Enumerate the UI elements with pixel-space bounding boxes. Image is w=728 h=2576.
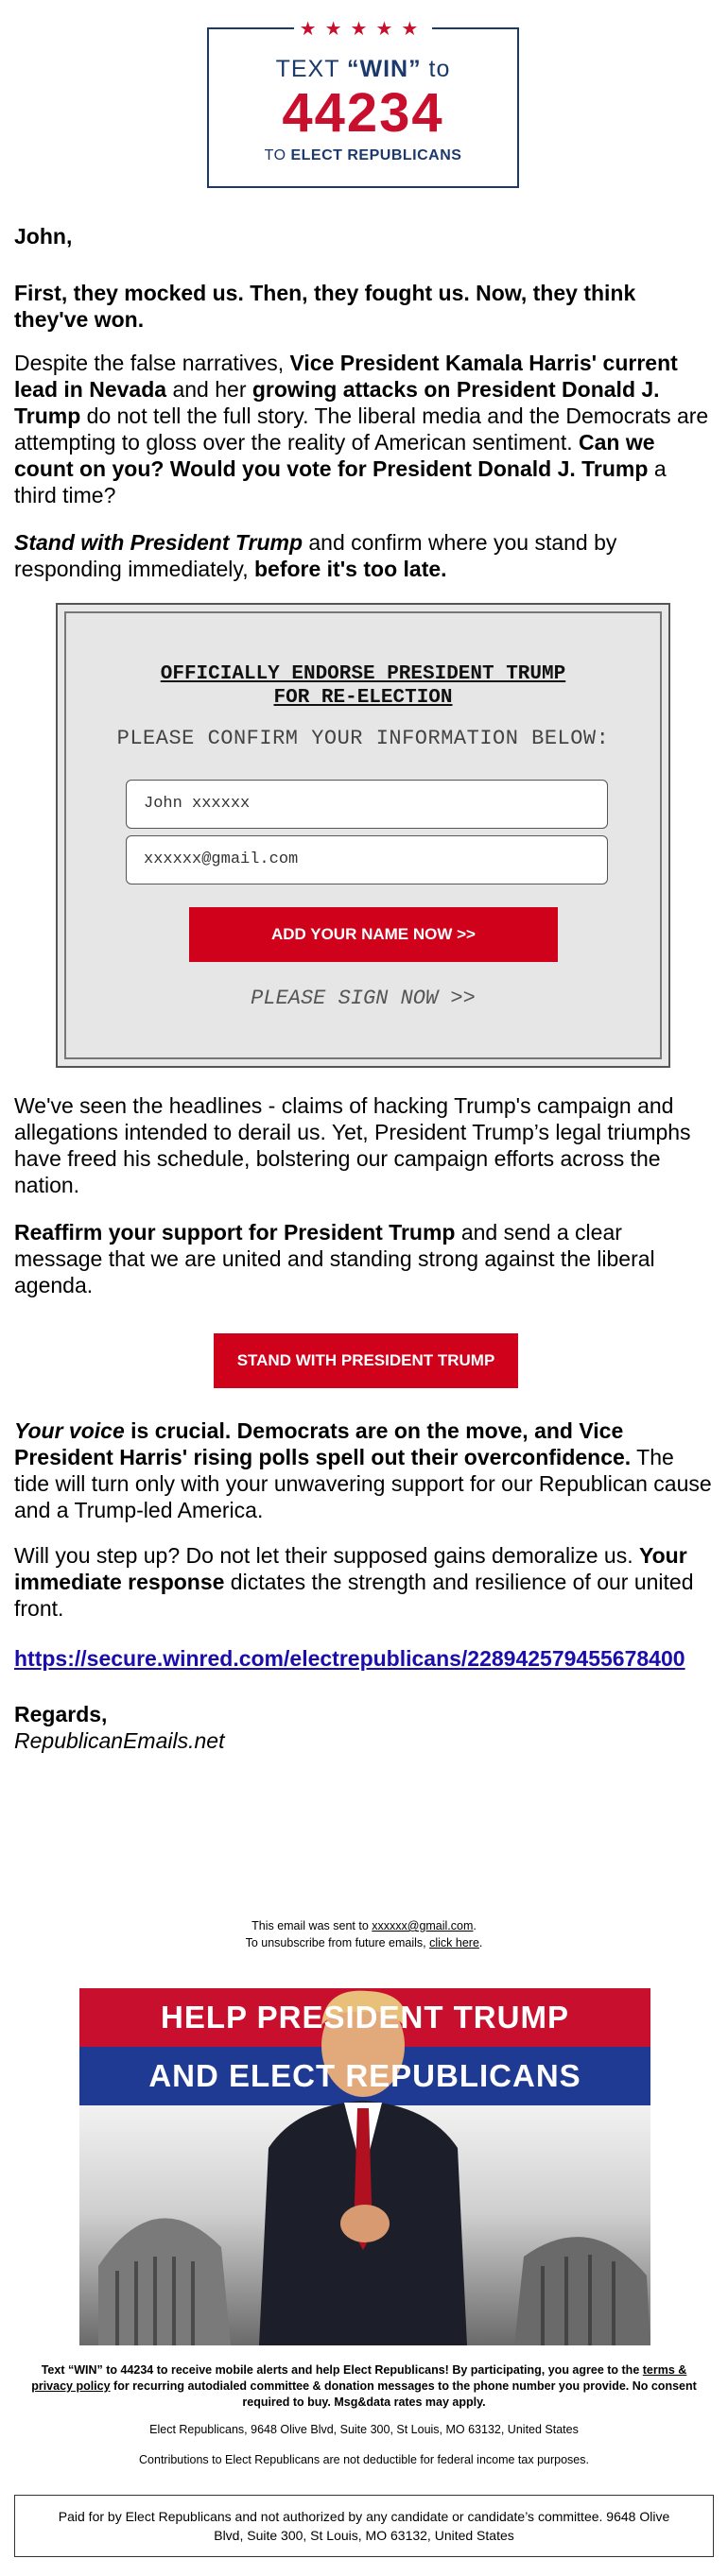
help-trump-banner[interactable] [79, 1988, 650, 2345]
text-win-logo [207, 19, 519, 188]
recipient-email-link[interactable]: xxxxxx@gmail.com [372, 1919, 474, 1932]
name-input[interactable]: John xxxxxx [126, 780, 608, 829]
logo-line-3: TO ELECT REPUBLICANS [264, 147, 462, 163]
banner-line-2: AND ELECT REPUBLICANS [148, 2058, 581, 2093]
paragraph-4: Reaffirm your support for President Trump and send a clear message that we are united and standing strong against the liberal agenda. [14, 1220, 655, 1297]
paragraph-5: Your voice is crucial. Democrats are on the move, and Vice President Harris' rising polls spell out their overconfidence. The tide will turn only with your unwavering support for our Republican cause and a Trump-led America. [14, 1418, 712, 1522]
banner-line-1: HELP PRESIDENT TRUMP [161, 2000, 569, 2035]
logo-short-code: 44234 [282, 82, 444, 144]
paid-for-disclaimer: Paid for by Elect Republicans and not authorized by any candidate or candidate’s committee. 9648 Olive Blvd, Suite 300, St Louis, MO 63132, United States [14, 2495, 714, 2557]
form-title: OFFICIALLY ENDORSE PRESIDENT TRUMP FOR RE-ELECTION [160, 663, 566, 709]
winred-donation-link[interactable]: https://secure.winred.com/electrepublicans/228942579455678400 [14, 1646, 685, 1671]
stars-icon: ★★★★★ [209, 18, 517, 41]
stand-with-trump-button[interactable]: STAND WITH PRESIDENT TRUMP [214, 1333, 518, 1388]
capitol-photo [79, 2105, 650, 2345]
unsubscribe-notice: To unsubscribe from future emails, click here. [245, 1936, 483, 1949]
terms-privacy-link[interactable]: terms & privacy policy [31, 2363, 687, 2393]
paragraph-1: Despite the false narratives, Vice President Kamala Harris' current lead in Nevada and her growing attacks on President Donald J. Trump do not tell the full story. The liberal media and the Democrats are attempting to gloss over the reality of American sentiment. Can we count on you? Would you vote for President Donald J. Trump a third time? [14, 351, 709, 507]
please-sign-now-link[interactable]: PLEASE SIGN NOW >> [251, 987, 476, 1010]
paragraph-3: We've seen the headlines - claims of hacking Trump's campaign and allegations intended to derail us. Yet, President Trump’s legal triumphs have freed his schedule, bolstering our campaign efforts across the nation. [14, 1093, 691, 1197]
endorse-form-inner [64, 611, 662, 1059]
tax-notice: Contributions to Elect Republicans are not deductible for federal income tax purposes. [139, 2453, 589, 2466]
add-your-name-button[interactable]: ADD YOUR NAME NOW >> [189, 907, 558, 962]
intro-paragraph: First, they mocked us. Then, they fought us. Now, they think they've won. [14, 281, 636, 332]
paragraph-2: Stand with President Trump and confirm where you stand by responding immediately, before it's too late. [14, 530, 617, 581]
mailing-address: Elect Republicans, 9648 Olive Blvd, Suite 300, St Louis, MO 63132, United States [149, 2423, 579, 2436]
form-subtitle: PLEASE CONFIRM YOUR INFORMATION BELOW: [116, 727, 610, 750]
greeting: John, [14, 224, 73, 249]
paragraph-6: Will you step up? Do not let their supposed gains demoralize us. Your immediate response dictates the strength and resilience of our united front. [14, 1543, 694, 1621]
email-input[interactable]: xxxxxx@gmail.com [126, 835, 608, 884]
unsubscribe-link[interactable]: click here [429, 1936, 479, 1949]
sms-disclaimer: Text “WIN” to 44234 to receive mobile alerts and help Elect Republicans! By participating, you agree to the terms & privacy policy for recurring autodialed committee & donation messages to the phone number you provide. No consent required to buy. Msg&data rates may apply. [31, 2363, 697, 2409]
sent-to-notice: This email was sent to xxxxxx@gmail.com. [251, 1919, 477, 1932]
signature: RepublicanEmails.net [14, 1728, 225, 1753]
endorse-form [56, 603, 670, 1068]
logo-line-1: TEXT “WIN” to [275, 56, 451, 82]
regards: Regards, [14, 1702, 108, 1726]
